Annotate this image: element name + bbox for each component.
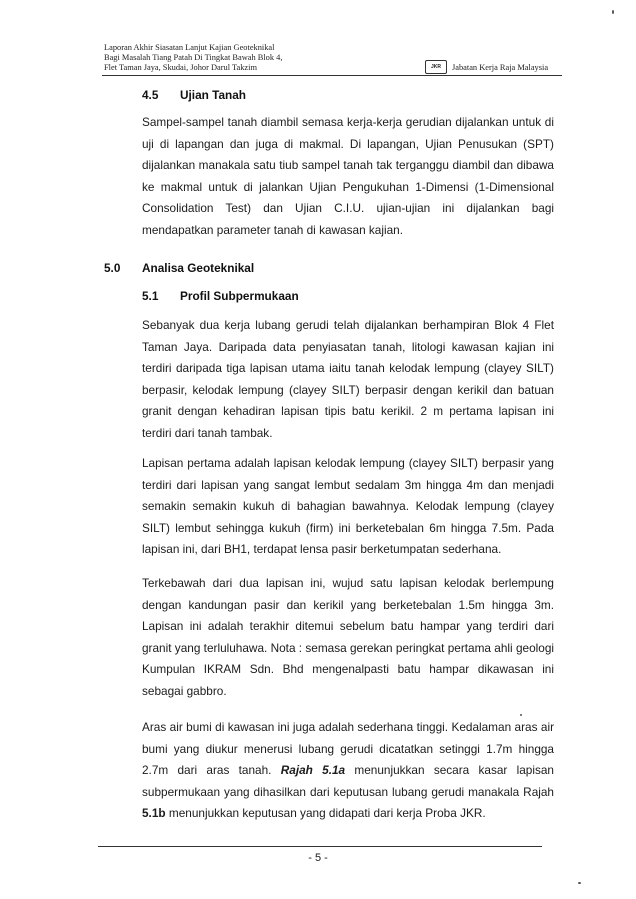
section-number: 5.1 (142, 289, 159, 303)
agency-name: Jabatan Kerja Raja Malaysia (452, 62, 549, 72)
section-title: Profil Subpermukaan (180, 289, 299, 303)
section-title: Ujian Tanah (180, 88, 246, 102)
document-header (104, 43, 282, 73)
section-5-0-heading (104, 261, 254, 275)
section-4-5-heading (142, 88, 246, 102)
section-4-5-paragraph: Sampel-sampel tanah diambil semasa kerja-kerja gerudian dijalankan untuk di uji di lapangan dan juga di makmal. Di lapangan, Ujian Penusukan (SPT) dijalankan manakala satu tiub sampel tanah tak terganggu diambil dan dibawa ke makmal untuk di jalankan Ujian Pengukuhan 1-Dimensi (1-Dimensional Consolidation Test) dan Ujian C.I.U. ujian-ujian ini dijalankan bagi mendapatkan parameter tanah di kawasan kajian. (142, 115, 554, 237)
section-5-1-paragraph-4 (142, 717, 554, 825)
figure-reference: 5.1b (142, 806, 166, 820)
section-5-1-paragraph-2: Lapisan pertama adalah lapisan kelodak lempung (clayey SILT) berpasir yang terdiri dari lapisan yang sangat lembut sedalam 3m hingga 4m dan menjadi semakin semakin kukuh di bahagian bawahnya. Kelodak lempung (clayey SILT) lembut sehingga kukuh (firm) ini berketebalan 6m hingga 7.5m. Pada lapisan ini, dari BH1, terdapat lensa pasir berketumpatan sederhana. (142, 456, 554, 556)
scan-speck (612, 10, 614, 14)
section-title: Analisa Geoteknikal (142, 261, 255, 275)
section-number: 5.0 (104, 261, 121, 275)
section-5-1-paragraph-3: Terkebawah dari dua lapisan ini, wujud satu lapisan kelodak berlempung dengan kandungan pasir dan kerikil yang berketebalan 1.5m hingga 3m. Lapisan ini adalah terakhir ditemui sebelum batu hampar yang terdiri dari granit yang terluluhawa. Nota : semasa gerekan peringkat pertama ahli geologi Kumpulan IKRAM Sdn. Bhd mengenalpasti batu hampar dikawasan ini sebagai gabbro. (142, 576, 554, 698)
section-5-1-heading (142, 289, 299, 303)
section-number: 4.5 (142, 88, 159, 102)
header-line-1: Laporan Akhir Siasatan Lanjut Kajian Geoteknikal (104, 43, 275, 52)
agency-header (425, 60, 548, 74)
scan-speck (578, 882, 581, 884)
scan-speck (520, 714, 522, 716)
page-number: - 5 - (308, 852, 328, 864)
footer-divider (98, 846, 542, 847)
figure-reference: Rajah 5.1a (280, 763, 346, 777)
header-divider (102, 75, 562, 76)
paragraph-text: menunjukkan secara kasar lapisan subpermukaan yang dihasilkan dari keputusan lubang gerudi manakala Rajah (142, 763, 554, 799)
header-line-2: Bagi Masalah Tiang Patah Di Tingkat Bawah Blok 4, (104, 53, 283, 62)
header-line-3: Flet Taman Jaya, Skudai, Johor Darul Takzim (104, 63, 257, 72)
paragraph-text: Aras air bumi di kawasan ini juga adalah sederhana tinggi. Kedalaman aras air bumi yang diukur menerusi lubang gerudi dicatatkan setinggi 1.7m hingga 2.7m dari aras tanah. (142, 720, 554, 777)
jkr-logo-icon: JKR (425, 60, 447, 74)
paragraph-text: menunjukkan keputusan yang didapati dari kerja Proba JKR. (168, 806, 486, 820)
section-5-1-paragraph-1: Sebanyak dua kerja lubang gerudi telah dijalankan berhampiran Blok 4 Flet Taman Jaya. Daripada data penyiasatan tanah, litologi kawasan kajian ini terdiri daripada tiga lapisan utama iaitu tanah kelodak lempung (clayey SILT) berpasir, kelodak lempung (clayey SILT) berpasir dengan kerikil dan batuan granit dengan kehadiran lapisan tipis batu kerikil. 2 m pertama lapisan ini terdiri dari tanah tambak. (142, 318, 554, 440)
